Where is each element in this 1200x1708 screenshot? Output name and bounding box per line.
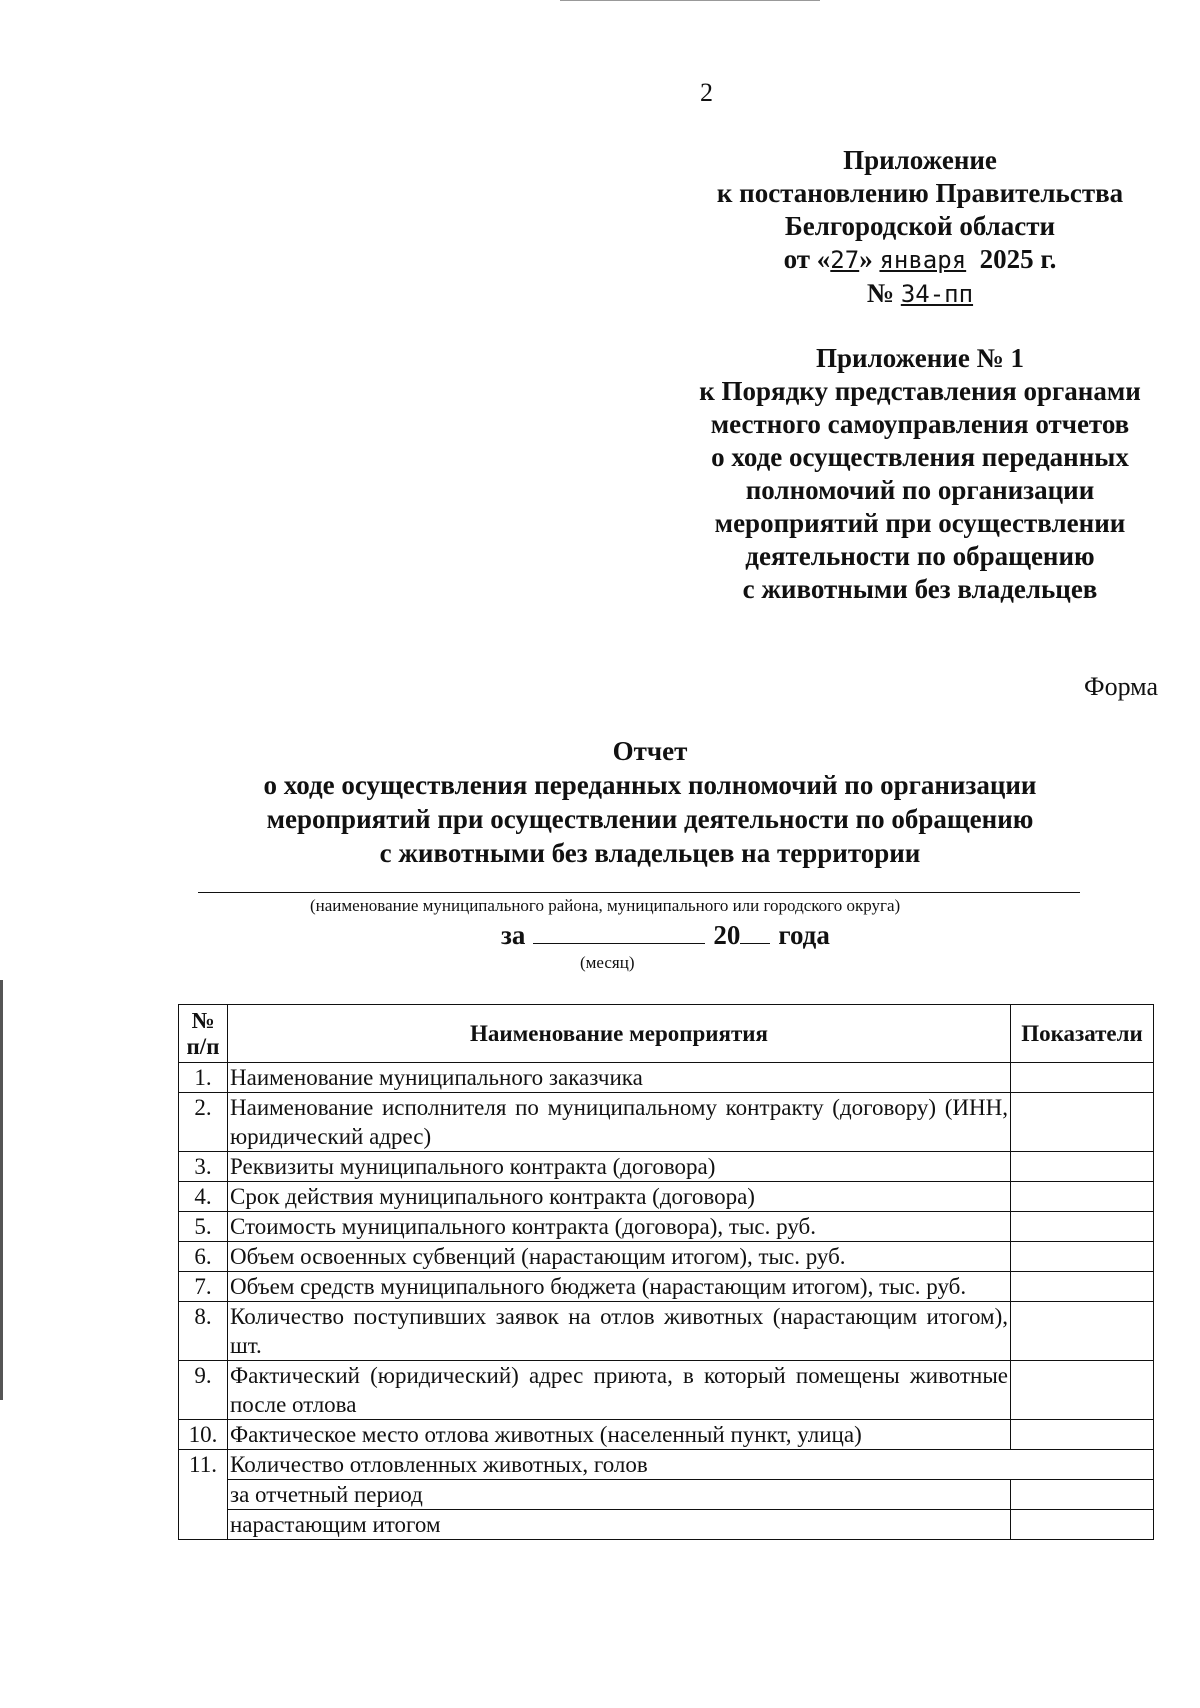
row-value-cell[interactable] [1011,1420,1154,1450]
period-year: 20 [713,920,741,950]
report-title-line: мероприятий при осуществлении деятельности по обращению [266,804,1034,834]
top-edge-line [560,0,820,1]
row-text: Количество отловленных животных, голов [228,1450,1154,1480]
date-prefix: от « [783,244,831,274]
appendix1-line: местного самоуправления отчетов [710,409,1130,439]
appendix1-line: о ходе осуществления переданных [711,442,1129,472]
row-num: 9. [179,1361,228,1420]
table-row [179,1212,1154,1242]
appendix-header [640,144,1200,311]
appendix1-line: с животными без владельцев [742,574,1098,604]
row-num: 3. [179,1152,228,1182]
row-text: Реквизиты муниципального контракта (договора) [228,1152,1011,1182]
row-value-cell[interactable] [1011,1510,1154,1540]
page-number: 2 [700,78,713,107]
table-row [179,1361,1154,1420]
report-title-line: с животными без владельцев на территории [379,838,921,868]
appendix1-line: мероприятий при осуществлении [714,508,1126,538]
row-num: 8. [179,1302,228,1361]
table-row [179,1242,1154,1272]
appendix-line2: к постановлению Правительства [716,178,1124,208]
appendix-line3: Белгородской области [784,211,1056,241]
month-blank[interactable] [533,921,705,944]
appendix1-line: деятельности по обращению [745,541,1095,571]
table-row [179,1152,1154,1182]
row-value-cell[interactable] [1011,1182,1154,1212]
number-value: 34-пп [900,280,974,308]
period-line [501,920,830,951]
date-mid: » [859,244,873,274]
row-text: Наименование исполнителя по муниципальному контракту (договору) (ИНН, юридический адрес) [228,1093,1011,1152]
header-name: Наименование мероприятия [228,1005,1011,1063]
row-num: 2. [179,1093,228,1152]
row-text: Фактический (юридический) адрес приюта, в который помещены животные после отлова [228,1361,1011,1420]
row-value-cell[interactable] [1011,1272,1154,1302]
scan-edge-mark [0,980,3,1400]
row-num: 10. [179,1420,228,1450]
row-value-cell[interactable] [1011,1302,1154,1361]
appendix1-line: Приложение № 1 [816,343,1024,373]
date-year: 2025 г. [979,244,1057,274]
subrow-text: нарастающим итогом [228,1510,1011,1540]
row-text: Стоимость муниципального контракта (договора), тыс. руб. [228,1212,1011,1242]
table-row [179,1420,1154,1450]
table-header-row [179,1005,1154,1063]
table-row [179,1450,1154,1480]
report-table [178,1004,1154,1540]
form-label: Форма [1084,672,1158,701]
appendix-date [640,243,1200,277]
row-text: Срок действия муниципального контракта (договора) [228,1182,1011,1212]
year-blank[interactable] [740,921,770,944]
date-day: 27 [830,246,860,274]
row-value-cell[interactable] [1011,1152,1154,1182]
table-row [179,1302,1154,1361]
appendix-number [640,277,1200,311]
subrow-text: за отчетный период [228,1480,1011,1510]
row-text: Наименование муниципального заказчика [228,1063,1011,1093]
municipality-blank-line[interactable] [198,892,1080,893]
row-num: 1. [179,1063,228,1093]
row-value-cell[interactable] [1011,1480,1154,1510]
period-suffix: года [778,920,830,950]
month-caption: (месяц) [580,953,635,972]
report-title-line: о ходе осуществления переданных полномочий по организации [263,770,1037,800]
appendix1-line: полномочий по организации [745,475,1095,505]
table-row [179,1272,1154,1302]
row-num: 6. [179,1242,228,1272]
row-num: 11. [179,1450,228,1540]
appendix1-line: к Порядку представления органами [699,376,1141,406]
table-row [179,1182,1154,1212]
table-subrow [179,1510,1154,1540]
row-value-cell[interactable] [1011,1242,1154,1272]
date-month: января [879,246,967,274]
report-title [150,734,1150,870]
row-value-cell[interactable] [1011,1093,1154,1152]
header-num: № п/п [179,1005,228,1063]
row-num: 5. [179,1212,228,1242]
row-text: Количество поступивших заявок на отлов животных (нарастающим итогом), шт. [228,1302,1011,1361]
period-prefix: за [501,920,526,950]
number-prefix: № [866,278,895,308]
row-num: 4. [179,1182,228,1212]
table-row [179,1093,1154,1152]
table-subrow [179,1480,1154,1510]
header-indicators: Показатели [1011,1005,1154,1063]
appendix1-header [640,342,1200,606]
table-row [179,1063,1154,1093]
row-value-cell[interactable] [1011,1212,1154,1242]
row-text: Объем освоенных субвенций (нарастающим итогом), тыс. руб. [228,1242,1011,1272]
municipality-caption: (наименование муниципального района, муниципального или городского округа) [310,896,901,915]
row-text: Фактическое место отлова животных (населенный пункт, улица) [228,1420,1011,1450]
row-text: Объем средств муниципального бюджета (нарастающим итогом), тыс. руб. [228,1272,1011,1302]
row-value-cell[interactable] [1011,1361,1154,1420]
row-value-cell[interactable] [1011,1063,1154,1093]
report-title-line: Отчет [612,736,688,766]
appendix-title: Приложение [843,145,997,175]
row-num: 7. [179,1272,228,1302]
